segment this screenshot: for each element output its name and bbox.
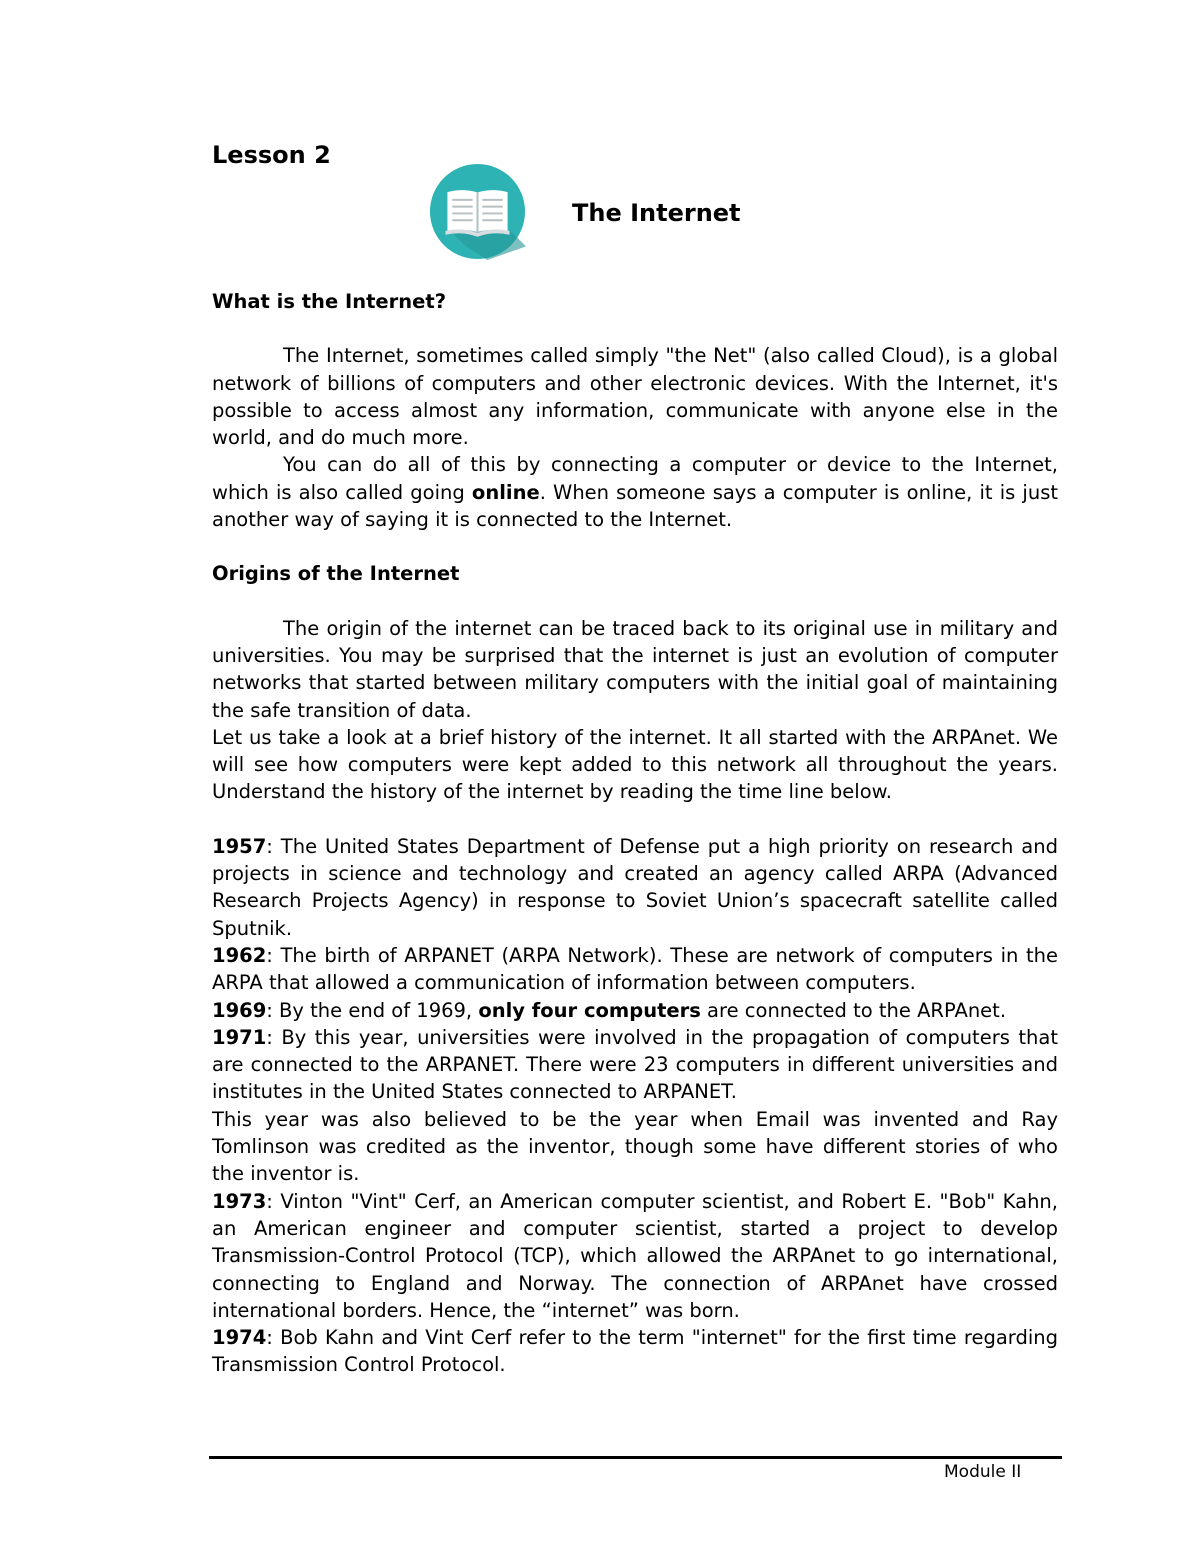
timeline-entry: 1969: By the end of 1969, only four computers are connected to the ARPAnet. — [212, 998, 1007, 1022]
section-heading-what-is-internet: What is the Internet? — [212, 290, 446, 313]
footer-divider — [209, 1456, 1062, 1459]
timeline-entry: 1957: The United States Department of Defense put a high priority on research and projects in science and technology and created an agency called ARPA (Advanced Research Projects Agency) in response to Soviet Union’s spacecraft satellite called Sputnik. — [212, 834, 1058, 940]
paragraph: You can do all of this by connecting a computer or device to the Internet, which is also called going online. When someone says a computer is online, it is just another way of saying it is connected to the Internet. — [212, 453, 1058, 532]
timeline-year: 1974 — [212, 1326, 267, 1350]
page-title: The Internet — [572, 199, 741, 227]
timeline-entry: 1973: Vinton "Vint" Cerf, an American computer scientist, and Robert E. "Bob" Kahn, an American engineer and computer scientist, started a project to develop Transmission-Control Protocol (TCP), which allowed the ARPAnet to go international, connecting to England and Norway. The connection of ARPAnet have crossed international borders. Hence, the “internet” was born. — [212, 1189, 1058, 1322]
paragraph: The Internet, sometimes called simply "the Net" (also called Cloud), is a global network of billions of computers and other electronic devices. With the Internet, it's possible to access almost any information, communicate with anyone else in the world, and do much more. — [212, 344, 1058, 450]
timeline-entry: 1974: Bob Kahn and Vint Cerf refer to the term "internet" for the first time regarding Transmission Control Protocol. — [212, 1326, 1058, 1377]
footer-module-label: Module II — [944, 1462, 1022, 1482]
timeline-entry: 1971: By this year, universities were involved in the propagation of computers that are connected to the ARPANET. There were 23 computers in different universities and institutes in the United States connected to ARPANET. — [212, 1025, 1058, 1104]
timeline-year: 1962 — [212, 943, 267, 967]
open-book-icon — [429, 163, 526, 260]
lesson-label: Lesson 2 — [212, 141, 331, 169]
timeline-year: 1971 — [212, 1025, 267, 1049]
bold-term: only four computers — [478, 998, 701, 1022]
timeline-note: This year was also believed to be the year when Email was invented and Ray Tomlinson was credited as the inventor, though some have different stories of who the inventor is. — [212, 1107, 1058, 1186]
timeline-year: 1973 — [212, 1189, 267, 1213]
section-heading-origins: Origins of the Internet — [212, 562, 460, 586]
timeline-year: 1957 — [212, 834, 267, 858]
bold-term: online — [471, 480, 540, 504]
paragraph: Let us take a look at a brief history of the internet. It all started with the ARPAnet. We will see how computers were kept added to this network all throughout the years. Understand the history of the internet by reading the time line below. — [212, 725, 1058, 804]
body-content — [212, 288, 1058, 1379]
timeline-year: 1969 — [212, 998, 267, 1022]
paragraph: The origin of the internet can be traced back to its original use in military and universities. You may be surprised that the internet is just an evolution of computer networks that started between military computers with the initial goal of maintaining the safe transition of data. — [212, 616, 1058, 722]
timeline-entry: 1962: The birth of ARPANET (ARPA Network). These are network of computers in the ARPA that allowed a communication of information between computers. — [212, 943, 1058, 995]
